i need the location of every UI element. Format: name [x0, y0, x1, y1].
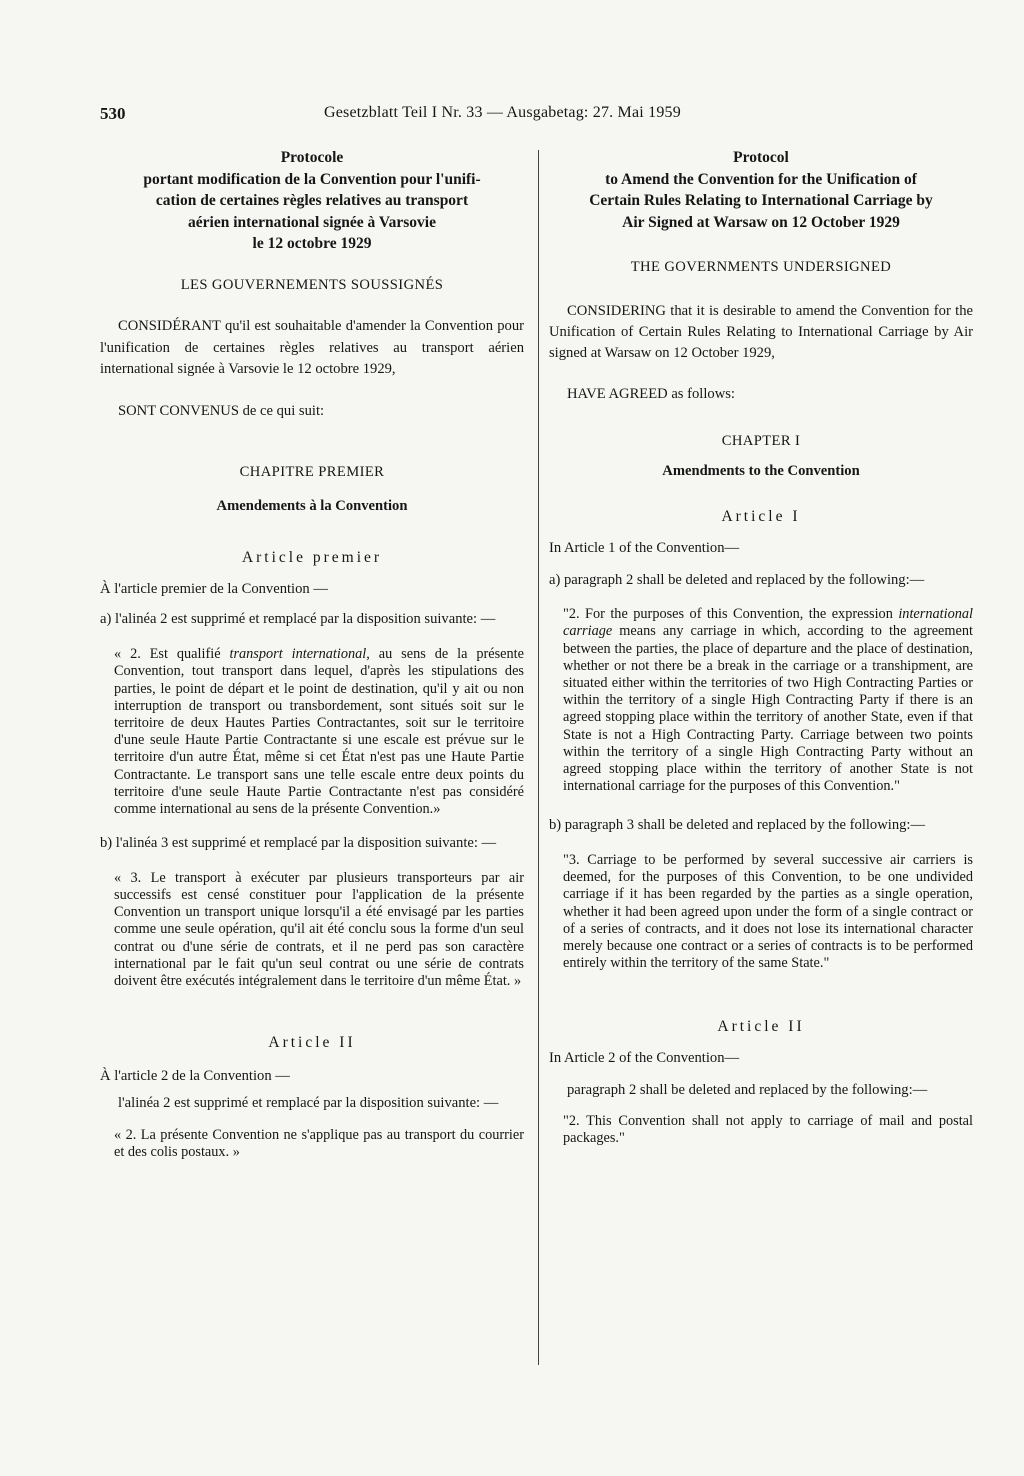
- article-1-intro: À l'article premier de la Convention —: [100, 580, 328, 597]
- gazette-title: Gesetzblatt Teil I Nr. 33 — Ausgabetag: 27. Mai 1959: [324, 104, 681, 121]
- paragraph-a-quote: [549, 606, 973, 795]
- considering-paragraph: CONSIDERING that it is desirable to amend the Convention for the Unification of Certain Rules Relating to International Carriage by Air signed at Warsaw on 12 October 1929,: [549, 302, 973, 361]
- article-2-paragraph: paragraph 2 shall be deleted and replaced by the following:—: [567, 1081, 928, 1098]
- article-2-quote: « 2. La présente Convention ne s'applique pas au transport du courrier et des colis postaux. »: [114, 1126, 524, 1161]
- english-column: [549, 147, 973, 1148]
- heading-line: Protocol: [733, 149, 789, 166]
- page-header: [100, 104, 760, 128]
- paragraph-a-intro: a) paragraph 2 shall be deleted and replaced by the following:—: [549, 571, 925, 588]
- paragraph-b-intro: b) l'alinéa 3 est supprimé et remplacé par la disposition suivante: —: [100, 835, 497, 852]
- chapter-title: CHAPITRE PREMIER: [239, 464, 385, 481]
- chapter-subtitle: Amendements à la Convention: [216, 497, 408, 514]
- article-1-intro: In Article 1 of the Convention—: [549, 539, 740, 556]
- article-2-paragraph: l'alinéa 2 est supprimé et remplacé par la disposition suivante: —: [118, 1095, 499, 1112]
- quote-start: "2. For the purposes of this Convention, the expression: [563, 606, 899, 623]
- article-2-title: Article II: [717, 1018, 805, 1036]
- article-1-title: Article I: [721, 508, 801, 526]
- paragraph-b-quote: « 3. Le transport à exécuter par plusieurs transporteurs par air successifs est censé constituer pour l'application de la présente Convention un transport unique lorsqu'il a été envisagé par les parties comme une seule opération, qu'il ait été conclu sous la forme d'un seul contrat ou d'une série de contrats, et il ne perd pas son caractère international par le fait qu'un seul contrat ou une série de contrats doivent être exécutés intégralement dans le territoire d'un même État. »: [114, 869, 524, 989]
- heading-line: Protocole: [280, 149, 344, 166]
- column-divider: [538, 150, 539, 1365]
- governments-line: THE GOVERNMENTS UNDERSIGNED: [630, 259, 892, 275]
- chapter-subtitle: Amendments to the Convention: [662, 462, 860, 479]
- french-column: [100, 147, 524, 1161]
- heading-line: Air Signed at Warsaw on 12 October 1929: [622, 213, 900, 231]
- chapter-title: CHAPTER I: [721, 433, 801, 450]
- article-2-quote: "2. This Convention shall not apply to carriage of mail and postal packages.": [563, 1113, 973, 1147]
- quote-term: transport international: [229, 646, 367, 663]
- paragraph-b-quote: "3. Carriage to be performed by several successive air carriers is deemed, for the purposes of this Convention, to be one undivided carriage if it has been regarded by the parties as a single operation, whether it had been agreed upon under the form of a single contract or of a series of contracts, and it does not lose its international character merely because one contract or a series of contracts is to be performed entirely within the territory of the same State.": [563, 851, 973, 972]
- considering-paragraph: CONSIDÉRANT qu'il est souhaitable d'amender la Convention pour l'unification de certaines règles relatives au transport aérien international signée à Varsovie le 12 octobre 1929,: [100, 318, 524, 378]
- quote-start: « 2. Est qualifié: [114, 646, 230, 663]
- paragraph-a-quote: [100, 646, 524, 818]
- paragraph-b-intro: b) paragraph 3 shall be deleted and replaced by the following:—: [549, 817, 926, 834]
- article-2-intro: À l'article 2 de la Convention —: [100, 1067, 290, 1084]
- paragraph-a-intro: a) l'alinéa 2 est supprimé et remplacé par la disposition suivante: —: [100, 610, 496, 627]
- french-heading: [100, 147, 524, 255]
- agreed-line: HAVE AGREED as follows:: [567, 385, 735, 402]
- heading-line: to Amend the Convention for the Unification of: [605, 170, 917, 188]
- article-1-title: Article premier: [241, 549, 383, 567]
- heading-line: portant modification de la Convention pour l'unifi-: [143, 170, 481, 188]
- quote-term: international carriage: [563, 606, 973, 640]
- heading-line: Certain Rules Relating to International Carriage by: [589, 192, 933, 209]
- governments-line: LES GOUVERNEMENTS SOUSSIGNÉS: [180, 276, 444, 293]
- article-2-intro: In Article 2 of the Convention—: [549, 1050, 740, 1066]
- quote-rest: means any carriage in which, according to the agreement between the parties, the place of departure and the place of destination, whether or not there be a break in the carriage or a transhipment, are situated either within the territories of two High Contracting Parties or within the territory of a single High Contracting Party if there is an agreed stopping place within the territory of another State, even if that State is not a High Contracting Party. Carriage between two points within the territory of a single High Contracting Party without an agreed stopping place within the territory of another State is not international carriage for the purposes of this Convention.": [563, 623, 973, 795]
- heading-line: aérien international signée à Varsovie: [188, 213, 436, 231]
- quote-rest: , au sens de la présente Convention, tout transport dans lequel, d'après les stipulations des parties, le point de départ et le point de destination, qu'il y ait ou non interruption de transport ou transbordement, sont situés soit sur le territoire de deux Hautes Parties Contractantes, soit sur le territoire d'une seule Haute Partie Contractante si une escale est prévue sur le territoire d'un autre État, même si cet État n'est pas une Haute Partie Contractante. Le transport sans une telle escale entre deux points du territoire d'une seule Haute Partie Contractante n'est pas considéré comme international au sens de la présente Convention.»: [114, 646, 524, 817]
- page-number: 530: [100, 104, 126, 123]
- heading-line: le 12 octobre 1929: [252, 235, 372, 252]
- heading-line: cation de certaines règles relatives au transport: [155, 192, 469, 209]
- agreed-line: SONT CONVENUS de ce qui suit:: [118, 402, 325, 419]
- english-heading: [549, 147, 973, 233]
- article-2-title: Article II: [268, 1034, 356, 1052]
